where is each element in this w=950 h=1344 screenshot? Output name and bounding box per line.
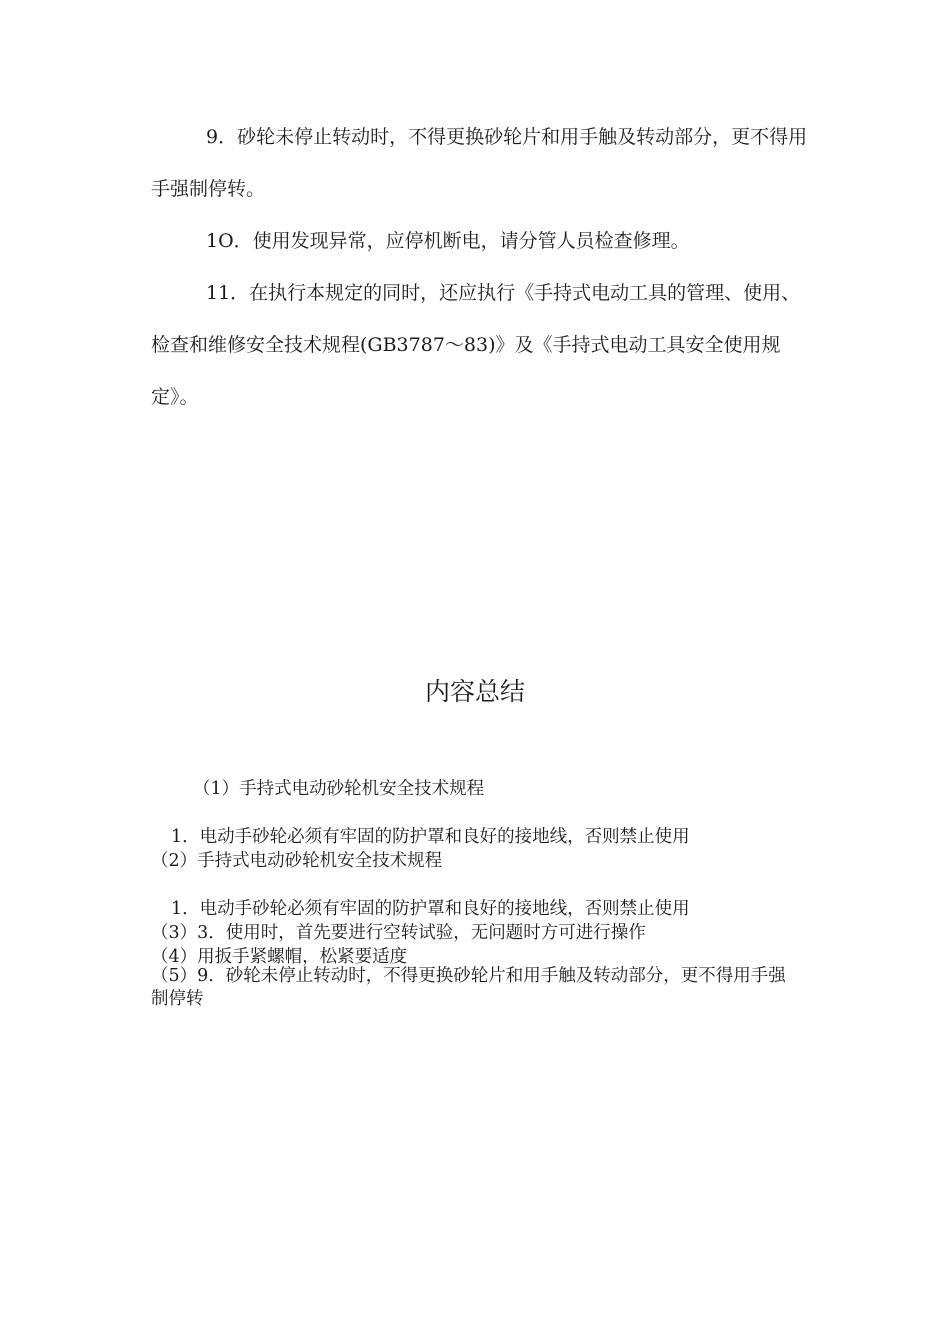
- summary-item-3: （3）3．使用时，首先要进行空转试验，无问题时方可进行操作: [151, 923, 646, 943]
- summary-item-4: （4）用扳手紧螺帽，松紧要适度: [151, 947, 408, 967]
- paragraph-item-9: 9．砂轮未停止转动时，不得更换砂轮片和用手触及转动部分，更不得用手强制停转。: [151, 126, 808, 200]
- summary-item-5: （5）9．砂轮未停止转动时，不得更换砂轮片和用手触及转动部分，更不得用手强制停转: [151, 966, 786, 1009]
- paragraph-item-10: 1O．使用发现异常，应停机断电，请分管人员检查修理。: [206, 230, 690, 252]
- summary-title: 内容总结: [424, 677, 525, 706]
- summary-item-1-detail: 1．电动手砂轮必须有牢固的防护罩和良好的接地线，否则禁止使用: [171, 827, 690, 847]
- summary-item-1-heading: （1）手持式电动砂轮机安全技术规程: [193, 779, 485, 799]
- summary-item-2-detail: 1．电动手砂轮必须有牢固的防护罩和良好的接地线，否则禁止使用: [171, 899, 690, 919]
- paragraph-item-11: 11．在执行本规定的同时，还应执行《手持式电动工具的管理、使用、检查和维修安全技术规程(GB3787～83)》及《手持式电动工具安全使用规定》。: [151, 282, 801, 408]
- summary-item-2-heading: （2）手持式电动砂轮机安全技术规程: [151, 851, 443, 871]
- body-text: [151, 111, 811, 423]
